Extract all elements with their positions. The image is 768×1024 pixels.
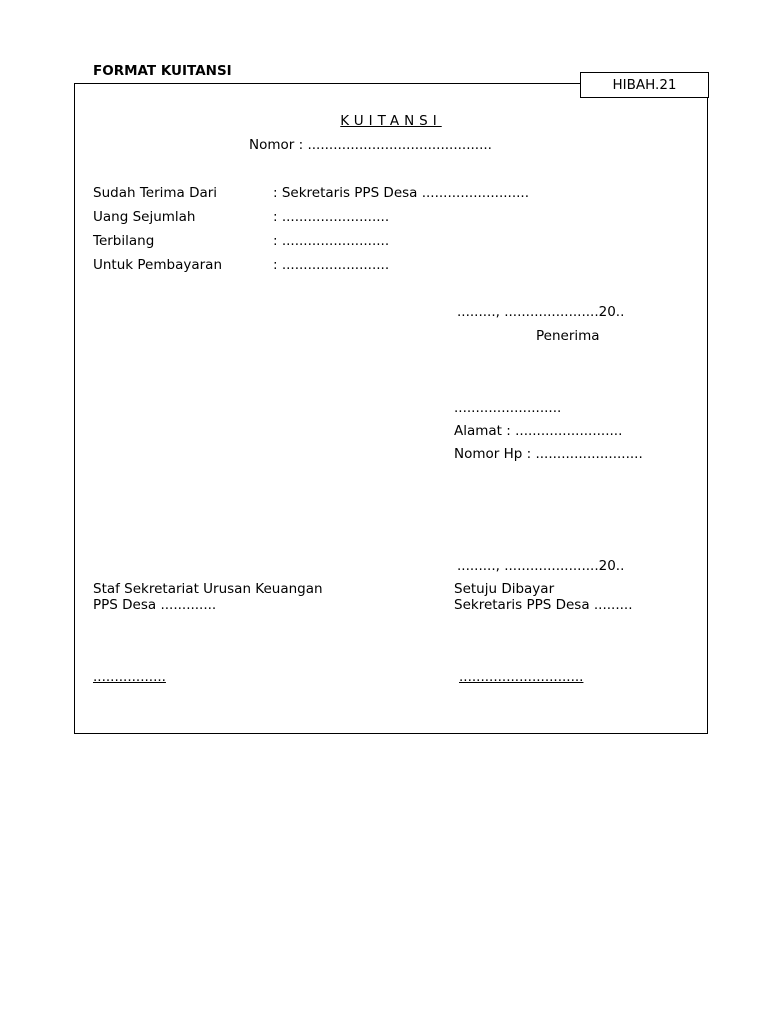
field-label-spelled: Terbilang (93, 233, 155, 249)
field-value-amount: : ......................... (273, 209, 390, 225)
approval-date-line: ........., ......................20.. (457, 558, 625, 574)
staff-signature-line: ................. (93, 669, 166, 685)
secretary-signature-line: ............................. (459, 669, 584, 685)
staff-title-line2: PPS Desa ............. (93, 597, 217, 613)
field-value-received-from: : Sekretaris PPS Desa ......................... (273, 185, 530, 201)
receipt-title: KUITANSI (340, 113, 442, 129)
field-label-received-from: Sudah Terima Dari (93, 185, 218, 201)
form-code-box: HIBAH.21 (580, 72, 709, 98)
recipient-phone: Nomor Hp : ......................... (454, 446, 643, 462)
recipient-date-line: ........., ......................20.. (457, 304, 625, 320)
field-label-purpose: Untuk Pembayaran (93, 257, 222, 273)
receipt-frame (74, 83, 708, 734)
recipient-role: Penerima (536, 328, 600, 344)
receipt-number: Nomor : ........................................... (249, 137, 492, 153)
recipient-name-line: ......................... (454, 400, 562, 416)
field-value-purpose: : ......................... (273, 257, 390, 273)
format-title: FORMAT KUITANSI (93, 63, 232, 79)
staff-title-line1: Staf Sekretariat Urusan Keuangan (93, 581, 323, 597)
approval-title-line2: Sekretaris PPS Desa ......... (454, 597, 633, 613)
field-label-amount: Uang Sejumlah (93, 209, 196, 225)
field-value-spelled: : ......................... (273, 233, 390, 249)
recipient-address: Alamat : ......................... (454, 423, 623, 439)
approval-title-line1: Setuju Dibayar (454, 581, 555, 597)
